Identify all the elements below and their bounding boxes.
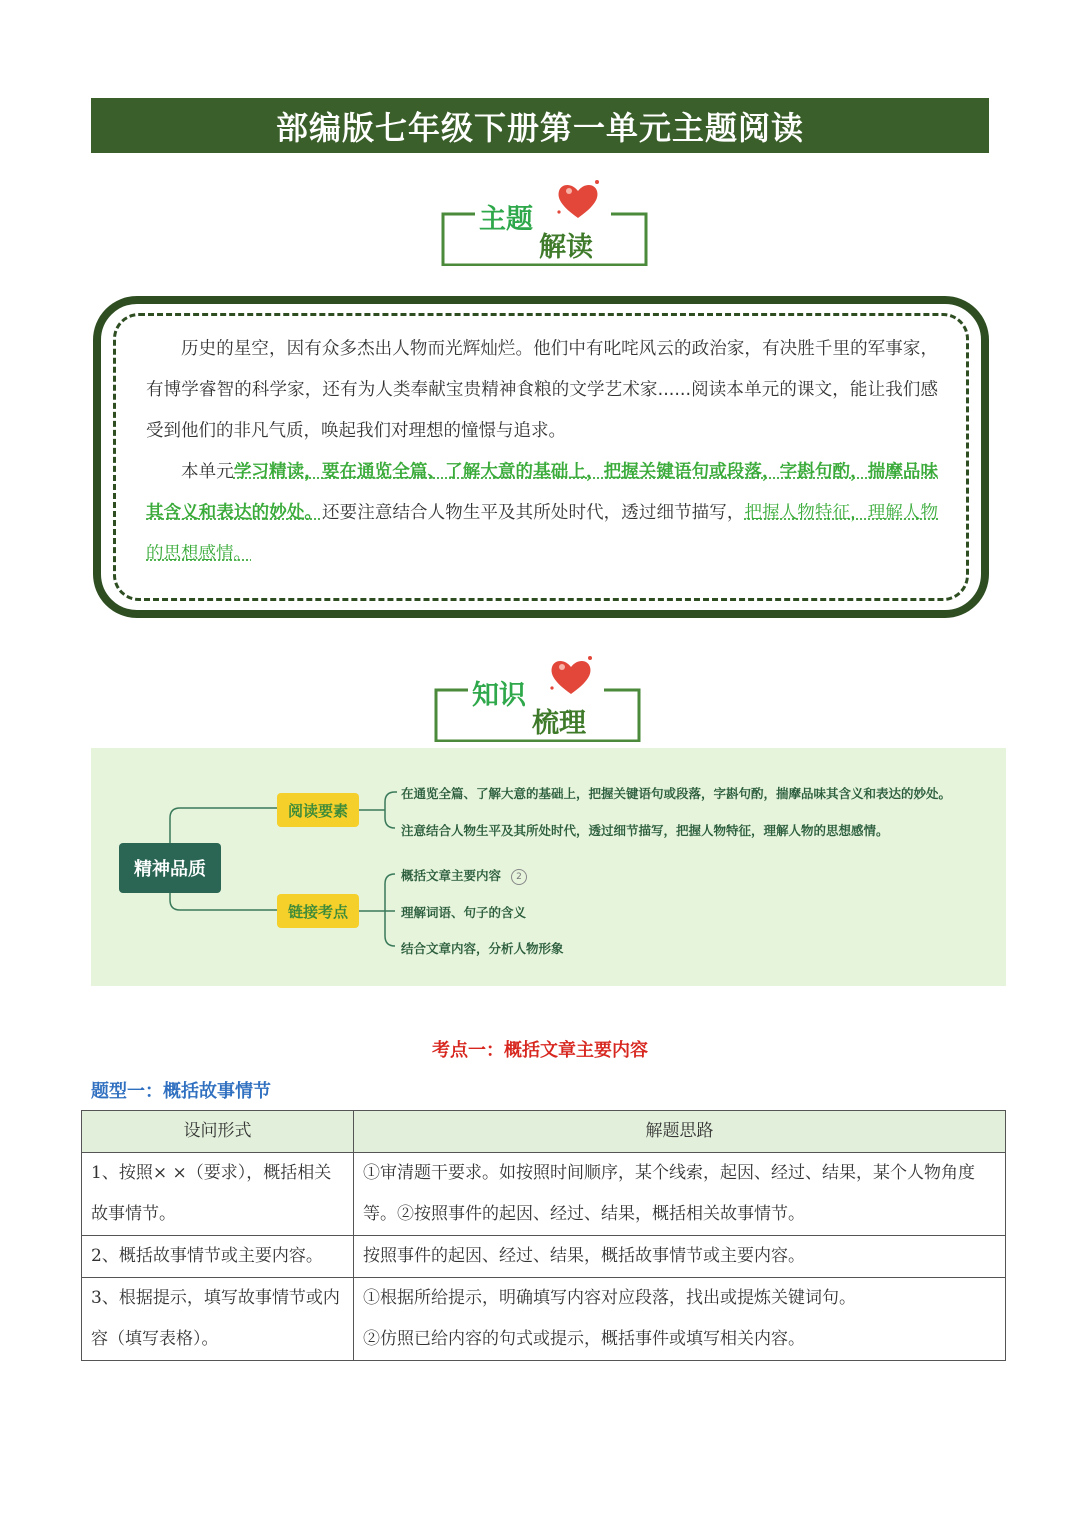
mindmap	[91, 748, 1006, 986]
intro-text	[146, 329, 938, 575]
intro-highlight-1: 学习精读，要在通览全篇、了解大意的基础上，把握关键语句或段落，字斟句酌，揣摩品味其含义和表达的妙处。	[146, 462, 939, 523]
table-cell: 2、概括故事情节或主要内容。	[82, 1236, 354, 1278]
question-type-table	[81, 1110, 1006, 1361]
intro-paragraph-1: 历史的星空，因有众多杰出人物而光辉灿烂。他们中有叱咤风云的政治家，有决胜千里的军事家，有博学睿智的科学家，还有为人类奉献宝贵精神食粮的文学艺术家......阅读本单元的课文，能让我们感受到他们的非凡气质，唤起我们对理想的憧憬与追求。	[146, 339, 938, 441]
table-row	[82, 1278, 1006, 1361]
table-cell: ①根据所给提示，明确填写内容对应段落，找出或提炼关键词句。 ②仿照已给内容的句式或提示，概括事件或填写相关内容。	[354, 1278, 1006, 1361]
mindmap-leaf: 结合文章内容，分析人物形象	[401, 941, 564, 956]
table-cell: 按照事件的起因、经过、结果，概括故事情节或主要内容。	[354, 1236, 1006, 1278]
table-cell: 3、根据提示，填写故事情节或内容（填写表格）。	[82, 1278, 354, 1361]
heart-icon	[553, 178, 603, 222]
mindmap-center-node: 精神品质	[119, 843, 221, 893]
question-type-title: 题型一：概括故事情节	[91, 1081, 271, 1102]
section-word-1: 主题	[479, 204, 533, 235]
section-word-2: 梳理	[532, 708, 586, 739]
table-cell: ①审清题干要求。如按照时间顺序，某个线索，起因、经过、结果，某个人物角度等。②按照事件的起因、经过、结果，概括相关故事情节。	[354, 1153, 1006, 1236]
section-header-theme	[441, 200, 649, 266]
mindmap-count-badge: 2	[511, 869, 527, 885]
table-header-cell: 设问形式	[82, 1111, 354, 1153]
section-word-1: 知识	[472, 680, 526, 711]
table-header-cell: 解题思路	[354, 1111, 1006, 1153]
mindmap-branch-exam: 链接考点	[277, 894, 359, 928]
intro-highlight-2: 把握人物特征，理解人物的思想感情。	[146, 503, 939, 564]
mindmap-leaf	[401, 866, 527, 885]
section-header-knowledge	[434, 676, 642, 742]
table-cell: 1、按照× ×（要求），概括相关故事情节。	[82, 1153, 354, 1236]
kaodian-title: 考点一：概括文章主要内容	[432, 1040, 648, 1061]
intro-paragraph-2	[146, 452, 938, 575]
section-word-2: 解读	[539, 232, 593, 263]
table-header-row	[82, 1111, 1006, 1153]
mindmap-leaf-text: 概括文章主要内容	[401, 868, 502, 883]
heart-icon	[546, 654, 596, 698]
mindmap-leaf: 理解词语、句子的含义	[401, 905, 527, 920]
mindmap-leaf: 在通览全篇、了解大意的基础上，把握关键语句或段落，字斟句酌，揣摩品味其含义和表达的妙处。	[401, 786, 952, 801]
intro-p2-start: 本单元	[181, 462, 234, 482]
mindmap-leaf: 注意结合人物生平及其所处时代，透过细节描写，把握人物特征，理解人物的思想感情。	[401, 823, 889, 838]
intro-p2-mid: 还要注意结合人物生平及其所处时代，透过细节描写，	[322, 503, 745, 523]
table-row	[82, 1236, 1006, 1278]
table-row	[82, 1153, 1006, 1236]
mindmap-branch-reading: 阅读要素	[277, 793, 359, 827]
page-title: 部编版七年级下册第一单元主题阅读	[91, 98, 989, 153]
